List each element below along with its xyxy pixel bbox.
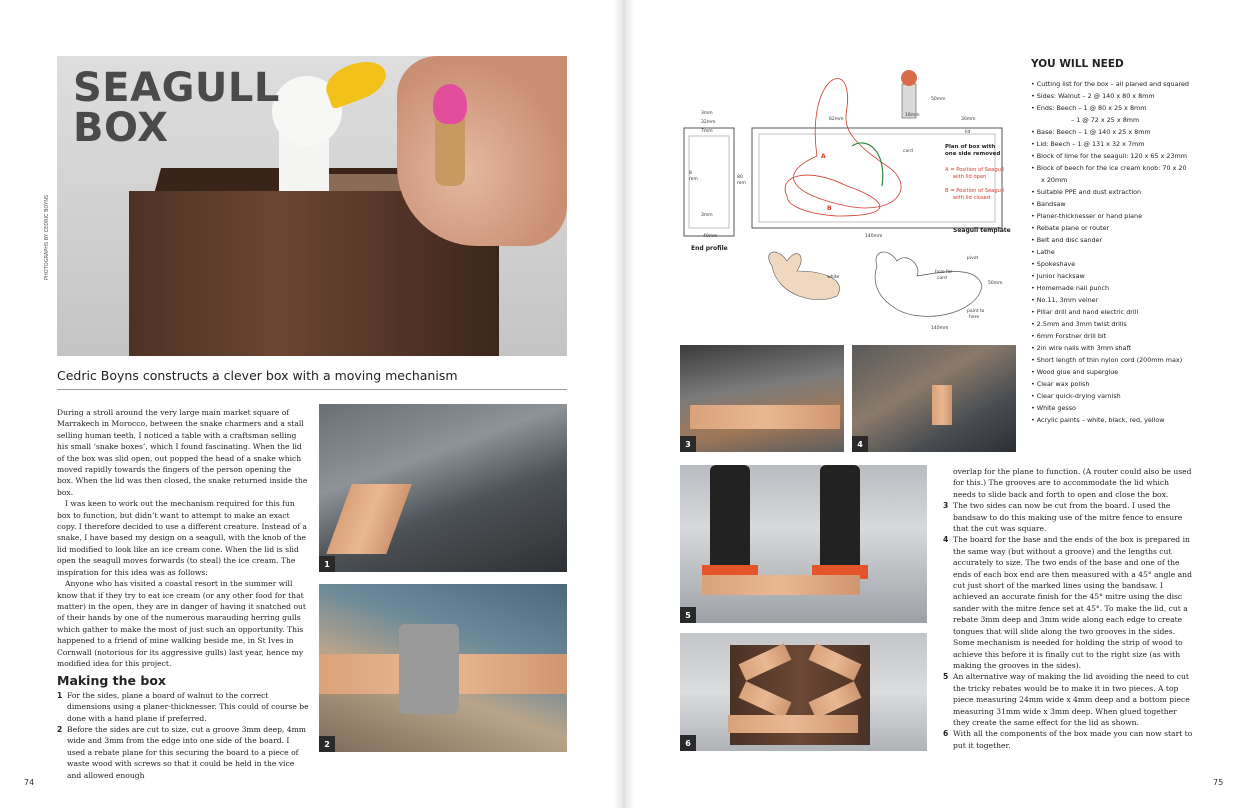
- materials-list: [1031, 78, 1201, 426]
- hole-label-2: cord: [937, 276, 947, 281]
- intro-paragraph-1: During a stroll around the very large main market square of Marrakech in Morocco, between the snake charmers and a stall selling human teeth, I noticed a table with a craftsman selling his small ‘snake boxes’, which I found fascinating. When the lid of the box was slid open, out popped the head of a snake which moved rapidly towards the fingers of the person opening the box. When the lid was then closed, the snake returned inside the box.: [57, 408, 308, 497]
- list-item: • 2.5mm and 3mm twist drills: [1031, 318, 1201, 330]
- seagull-box-diagram: [677, 56, 1017, 336]
- list-item: • Lid: Beech – 1 @ 131 x 32 x 7mm: [1031, 138, 1201, 150]
- photo-1: [319, 404, 567, 572]
- dim-7mm: 7mm: [701, 129, 713, 134]
- dim-40mm: 40mm: [703, 234, 718, 239]
- position-b-text-2: with lid closed: [953, 195, 991, 201]
- photo-label: 1: [319, 556, 335, 572]
- dim-80: 80: [737, 175, 743, 180]
- photo-6: [680, 633, 927, 751]
- photo-2: [319, 584, 567, 752]
- hero-photo: [57, 56, 567, 356]
- dim-8-mm: mm: [689, 177, 698, 182]
- dim-8: 8: [689, 171, 692, 176]
- list-item: • White gesso: [1031, 402, 1201, 414]
- wood-board: [326, 484, 411, 554]
- list-item: • Cutting list for the box – all planed and squared: [1031, 78, 1201, 90]
- plan-view-drawing: [752, 70, 1011, 239]
- title-line-1: SEAGULL: [73, 65, 280, 111]
- photo-credit: PHOTOGRAPHS BY CEDRIC BOYNS: [44, 194, 50, 280]
- list-item: • Rebate plane or router: [1031, 222, 1201, 234]
- pivot-label: pivot: [967, 256, 979, 261]
- rebate-plane: [399, 624, 459, 714]
- list-item: • 6mm Forstner drill bit: [1031, 330, 1201, 342]
- list-item: • Suitable PPE and dust extraction: [1031, 186, 1201, 198]
- list-item: • Pillar drill and hand electric drill: [1031, 306, 1201, 318]
- paint-label-1: paint to: [967, 309, 985, 314]
- list-item: • Belt and disc sander: [1031, 234, 1201, 246]
- list-item: • Junior hacksaw: [1031, 270, 1201, 282]
- plan-label-2: one side removed: [945, 151, 1001, 157]
- ice-cream-scoop: [433, 84, 467, 124]
- photo-label: 3: [680, 436, 696, 452]
- seagull-template-drawings: [769, 252, 1003, 331]
- dim-140mm: 140mm: [865, 234, 883, 239]
- list-item: • Clear wax polish: [1031, 378, 1201, 390]
- step-1: [57, 690, 309, 724]
- photo-5: [680, 465, 927, 623]
- position-a-text-2: with lid open: [953, 174, 987, 180]
- photo-label: 2: [319, 736, 335, 752]
- step-number: 2: [57, 724, 63, 734]
- step-4: [943, 534, 1193, 671]
- photo-label: 6: [680, 735, 696, 751]
- dim-50mm: 50mm: [931, 97, 946, 102]
- list-item: • Ends: Beech – 1 @ 80 x 25 x 8mm: [1031, 102, 1201, 114]
- list-item: x 20mm: [1041, 176, 1068, 184]
- dim-80-mm: mm: [737, 181, 746, 186]
- clamp-right: [820, 465, 860, 575]
- dim-50mm-b: 50mm: [988, 281, 1003, 286]
- list-item: – 1 @ 72 x 25 x 8mm: [1071, 116, 1140, 124]
- step-text: The board for the base and the ends of the box is prepared in the same way (but without a groove) and the lengths cut accurately to size. The two ends of the base and one of the ends of each box end are then measured with a 45° angle and cut just short of the marked lines using the bandsaw. I achieved an accurate finish for the 45° mitre using the disc sander with the mitre fence set at 45°. To make the lid, cut a rebate 3mm deep and 3mm wide along each edge to create tongues that will slide along the two grooves in the sides. Some mechanism is needed for holding the strip of wood to achieve this before it is finally cut to the right size (as with making the grooves in the sides).: [953, 535, 1192, 670]
- list-item: • Planer-thicknesser or hand plane: [1031, 210, 1201, 222]
- making-heading: Making the box: [57, 673, 166, 689]
- clamp-left: [710, 465, 750, 575]
- you-will-need-title: YOU WILL NEED: [1031, 58, 1124, 70]
- dim-140mm-b: 140mm: [931, 326, 949, 331]
- step-text: An alternative way of making the lid avoiding the need to cut the tricky rebates would be to make it in two pieces. A top piece measuring 24mm wide x 4mm deep and a bottom piece measuring 31mm wide x 3mm deep. When glued together they create the same effect for the lid as shown.: [953, 672, 1190, 727]
- dim-62mm: 62mm: [829, 117, 844, 122]
- dim-3mm-b: 3mm: [701, 213, 713, 218]
- template-label: Seagull template: [953, 227, 1011, 234]
- position-b-label: B: [827, 205, 832, 212]
- list-item: • Base: Beech – 1 @ 140 x 25 x 8mm: [1031, 126, 1201, 138]
- list-item: • Wood glue and superglue: [1031, 366, 1201, 378]
- photo-label: 4: [852, 436, 868, 452]
- step-text: With all the components of the box made you can now start to put it together.: [953, 729, 1193, 750]
- list-item: • Spokeshave: [1031, 258, 1201, 270]
- step-6: [943, 728, 1193, 751]
- end-profile-label: End profile: [691, 245, 728, 252]
- left-text-column: [57, 407, 309, 781]
- list-item: • 2in wire nails with 3mm shaft: [1031, 342, 1201, 354]
- page-gutter: [614, 0, 634, 808]
- you-will-need-box: [1031, 58, 1201, 426]
- position-a-label: A: [821, 153, 826, 160]
- right-text-column: [943, 466, 1193, 751]
- article-title: [73, 65, 280, 151]
- dim-32mm: 32mm: [701, 120, 716, 125]
- list-item: • No.11, 3mm veiner: [1031, 294, 1201, 306]
- list-item: • Bandsaw: [1031, 198, 1201, 210]
- dim-18mm: 18mm: [905, 113, 920, 118]
- intro-paragraph-2: I was keen to work out the mechanism required for this fun box to function, but didn’t want to attempt to make an exact copy. I therefore decided to use a different creature. Instead of a snake, I have based my design on a seagull, with the knob of the lid modified to look like an ice cream cone. When the lid is slid open the seagull moves forwards (to steal) the ice cream. The inspiration for this idea was as follows:: [57, 499, 307, 577]
- step-2-continuation: overlap for the plane to function. (A router could also be used for this.) The grooves are to accommodate the lid which needs to slide back and forth to open and close the box.: [953, 467, 1192, 499]
- photo-label: 5: [680, 607, 696, 623]
- hole-label-1: hole for: [935, 270, 953, 275]
- photo-3: [680, 345, 844, 452]
- list-item: • Block of beech for the ice cream knob: 70 x 20: [1031, 162, 1201, 174]
- cord-label: cord: [903, 149, 913, 154]
- list-item: • Sides: Walnut – 2 @ 140 x 80 x 8mm: [1031, 90, 1201, 102]
- position-b-text-1: B = Position of Seagull: [945, 188, 1004, 194]
- ice-cream-cone: [435, 116, 465, 186]
- title-line-2: BOX: [73, 105, 169, 151]
- list-item: • Clear quick-drying varnish: [1031, 390, 1201, 402]
- page-number-right: 75: [1213, 778, 1224, 787]
- intro-paragraph-3: Anyone who has visited a coastal resort in the summer will know that if they try to eat ice cream (or any other food for that matter) in the open, they are in danger of having it snatched out of their hands by one of the numerous marauding herring gulls which gather to make the most of just such an opportunity. This happened to a friend of mine walking beside me, in St Ives in Cornwall (notorious for its aggressive gulls) last year, hence my modified idea for this project.: [57, 579, 306, 668]
- list-item: • Short length of thin nylon cord (200mm max): [1031, 354, 1201, 366]
- list-item: • Homemade nail punch: [1031, 282, 1201, 294]
- step-text: For the sides, plane a board of walnut to the correct dimensions using a planer-thicknesser. This could of course be done with a hand plane if preferred.: [67, 690, 309, 723]
- position-a-text-1: A = Position of Seagull: [945, 167, 1004, 173]
- step-text: Before the sides are cut to size, cut a groove 3mm deep, 4mm wide and 3mm from the edge into one side of the board. I used a rebate plane for this securing the board to a piece of waste wood with screws so that it could be held in the vice and allowed enough: [67, 724, 306, 780]
- wood-board: [690, 405, 840, 429]
- dim-30mm: 30mm: [961, 117, 976, 122]
- step-number: 3: [943, 501, 949, 511]
- step-3: [943, 500, 1193, 534]
- list-item: • Acrylic paints – white, black, red, yellow: [1031, 414, 1201, 426]
- step-number: 1: [57, 690, 63, 700]
- white-label: white: [827, 275, 840, 280]
- hand: [397, 56, 567, 246]
- photo-4: [852, 345, 1016, 452]
- wood-piece: [932, 385, 952, 425]
- article-subtitle: Cedric Boyns constructs a clever box with a moving mechanism: [57, 368, 567, 390]
- lid-label: lid: [965, 130, 971, 135]
- paint-label-2: here: [969, 315, 980, 320]
- step-number: 6: [943, 729, 949, 739]
- dim-3mm: 3mm: [701, 111, 713, 116]
- page-number-left: 74: [24, 778, 35, 787]
- seagull-beak: [321, 56, 392, 110]
- step-2: [57, 724, 309, 781]
- list-item: • Block of lime for the seagull: 120 x 65 x 23mm: [1031, 150, 1201, 162]
- step-number: 4: [943, 535, 949, 545]
- list-item: • Lathe: [1031, 246, 1201, 258]
- step-number: 5: [943, 672, 949, 682]
- beech-lid: [728, 715, 858, 733]
- plan-label-1: Plan of box with: [945, 144, 996, 150]
- step-text: The two sides can now be cut from the board. I used the bandsaw to do this making use of the mitre fence to ensure that the cut was square.: [953, 501, 1183, 534]
- end-profile-drawing: [684, 110, 746, 252]
- wood-board: [702, 575, 860, 595]
- step-5: [943, 671, 1193, 728]
